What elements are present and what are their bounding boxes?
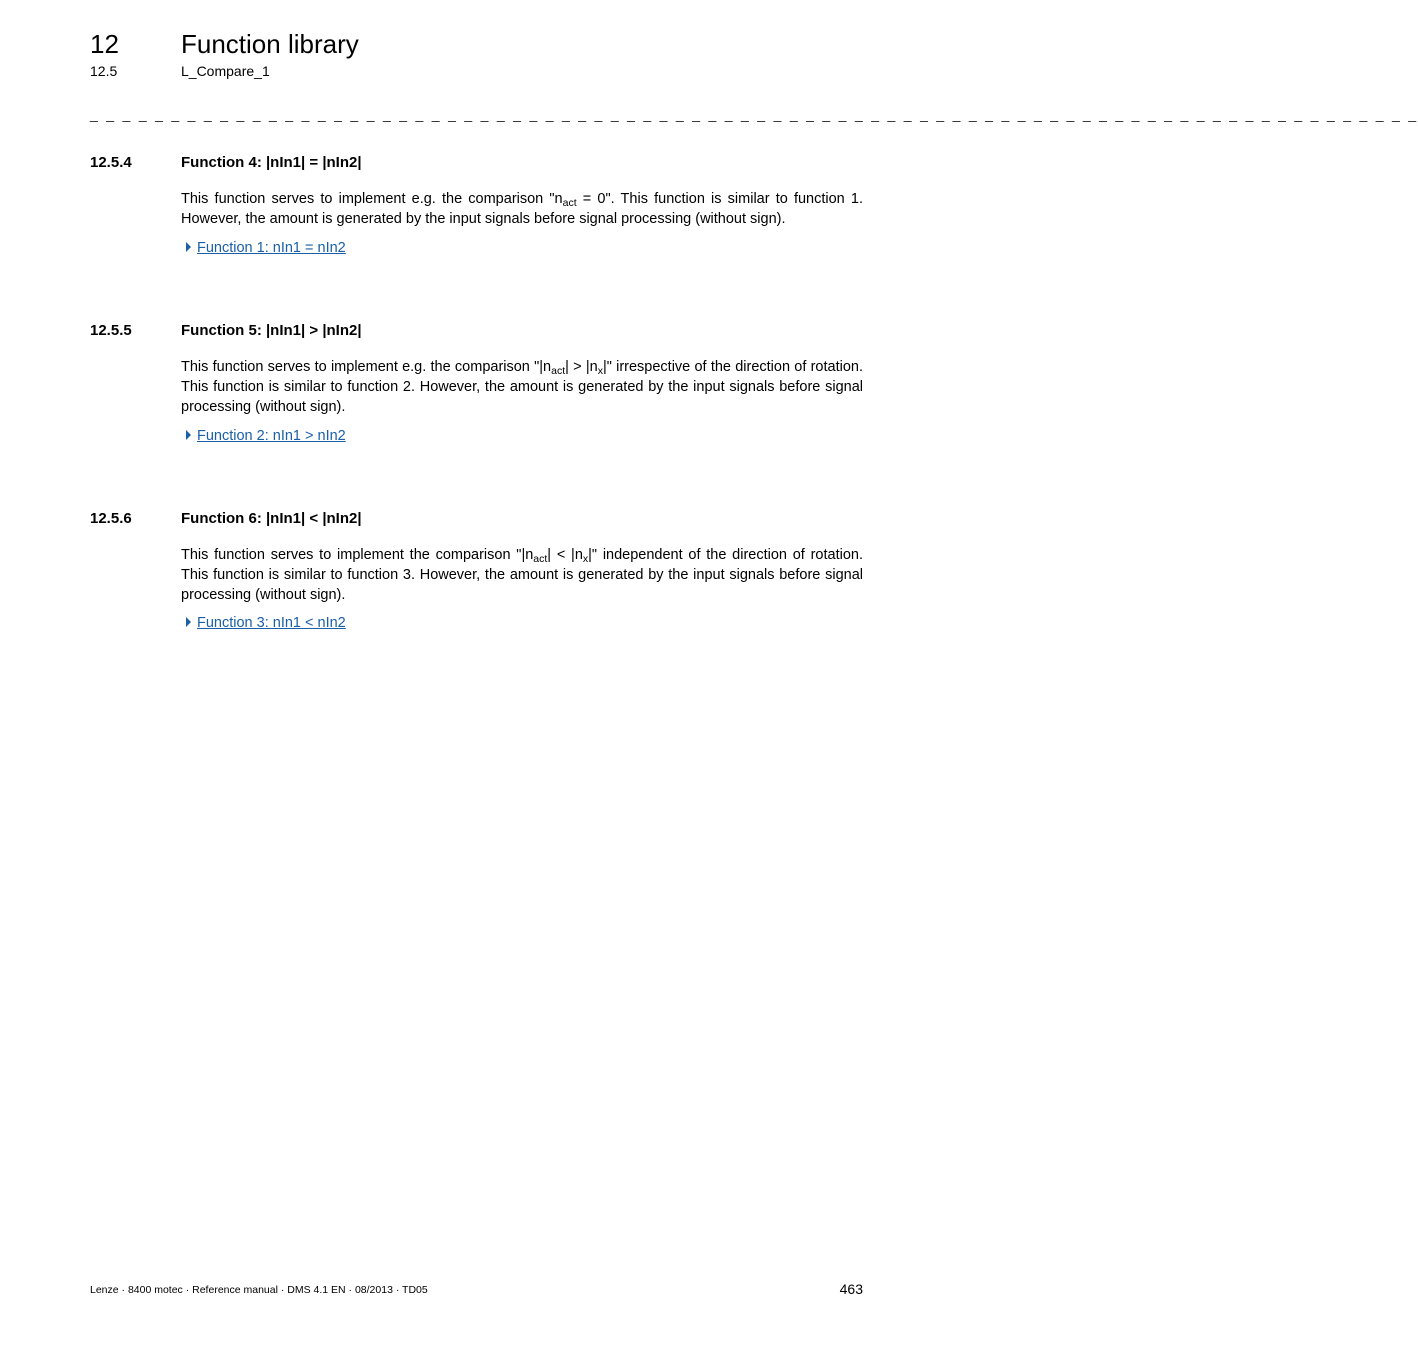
- subscript: act: [562, 197, 577, 209]
- paragraph-text: This function serves to implement the comparison "|n: [181, 547, 534, 563]
- subscript: x: [597, 365, 603, 377]
- paragraph-text: This function serves to implement e.g. the comparison "|n: [181, 359, 552, 375]
- triangle-right-icon: [186, 242, 191, 252]
- cross-reference[interactable]: [186, 426, 346, 446]
- subsection-paragraph: [181, 189, 863, 229]
- subsection-number: 12.5.6: [90, 510, 132, 527]
- subsection-title: Function 5: |nIn1| > |nIn2|: [181, 322, 362, 339]
- paragraph-text: This function serves to implement e.g. the comparison "n: [181, 191, 563, 207]
- triangle-right-icon: [186, 430, 191, 440]
- paragraph-text: = 0". This function is similar to function 1. However, the amount is generated by the input signals before signal processing (without sign).: [181, 191, 863, 227]
- subsection-title: Function 6: |nIn1| < |nIn2|: [181, 510, 362, 527]
- subscript: x: [582, 553, 589, 565]
- subsection-paragraph: [181, 357, 863, 417]
- chapter-title: Function library: [181, 29, 359, 59]
- subsection-paragraph: [181, 545, 863, 605]
- cross-reference-link[interactable]: Function 3: nIn1 < nIn2: [197, 615, 346, 631]
- paragraph-text: | < |n: [547, 547, 583, 563]
- chapter-number: 12: [90, 29, 119, 59]
- subsection-number: 12.5.5: [90, 322, 132, 339]
- cross-reference[interactable]: [186, 238, 346, 258]
- section-number: 12.5: [90, 63, 118, 79]
- subscript: act: [533, 553, 548, 565]
- subsection-number: 12.5.4: [90, 154, 132, 171]
- paragraph-text: |" irrespective of the direction of rotation. This function is similar to function 2. However, the amount is generated by the input signals before signal processing (without sign).: [181, 359, 864, 415]
- header-separator: _ _ _ _ _ _ _ _ _ _ _ _ _ _ _ _ _ _ _ _ _ _ _ _ _ _ _ _ _ _ _ _ _ _ _ _ _ _ _ _ _ _ _ _ _ _ _ _ _ _ _ _ _ _ _ _ _ _ _ _ _ _ _ _ _ _ _ _ _ _ _ _ _ _ _ _ _ _ _ _ _ _: [90, 106, 1418, 122]
- cross-reference-link[interactable]: Function 1: nIn1 = nIn2: [197, 240, 346, 256]
- subscript: act: [551, 365, 566, 377]
- cross-reference-link[interactable]: Function 2: nIn1 > nIn2: [197, 428, 346, 444]
- triangle-right-icon: [186, 617, 191, 627]
- paragraph-text: | > |n: [565, 359, 598, 375]
- subsection-title: Function 4: |nIn1| = |nIn2|: [181, 154, 362, 171]
- footer-text: Lenze · 8400 motec · Reference manual · DMS 4.1 EN · 08/2013 · TD05: [90, 1284, 428, 1296]
- paragraph-text: |" independent of the direction of rotation. This function is similar to function 3. However, the amount is generated by the input signals before signal processing (without sign).: [181, 547, 863, 603]
- cross-reference[interactable]: [186, 613, 346, 633]
- section-title: L_Compare_1: [181, 63, 270, 79]
- page-number: 463: [839, 1281, 863, 1297]
